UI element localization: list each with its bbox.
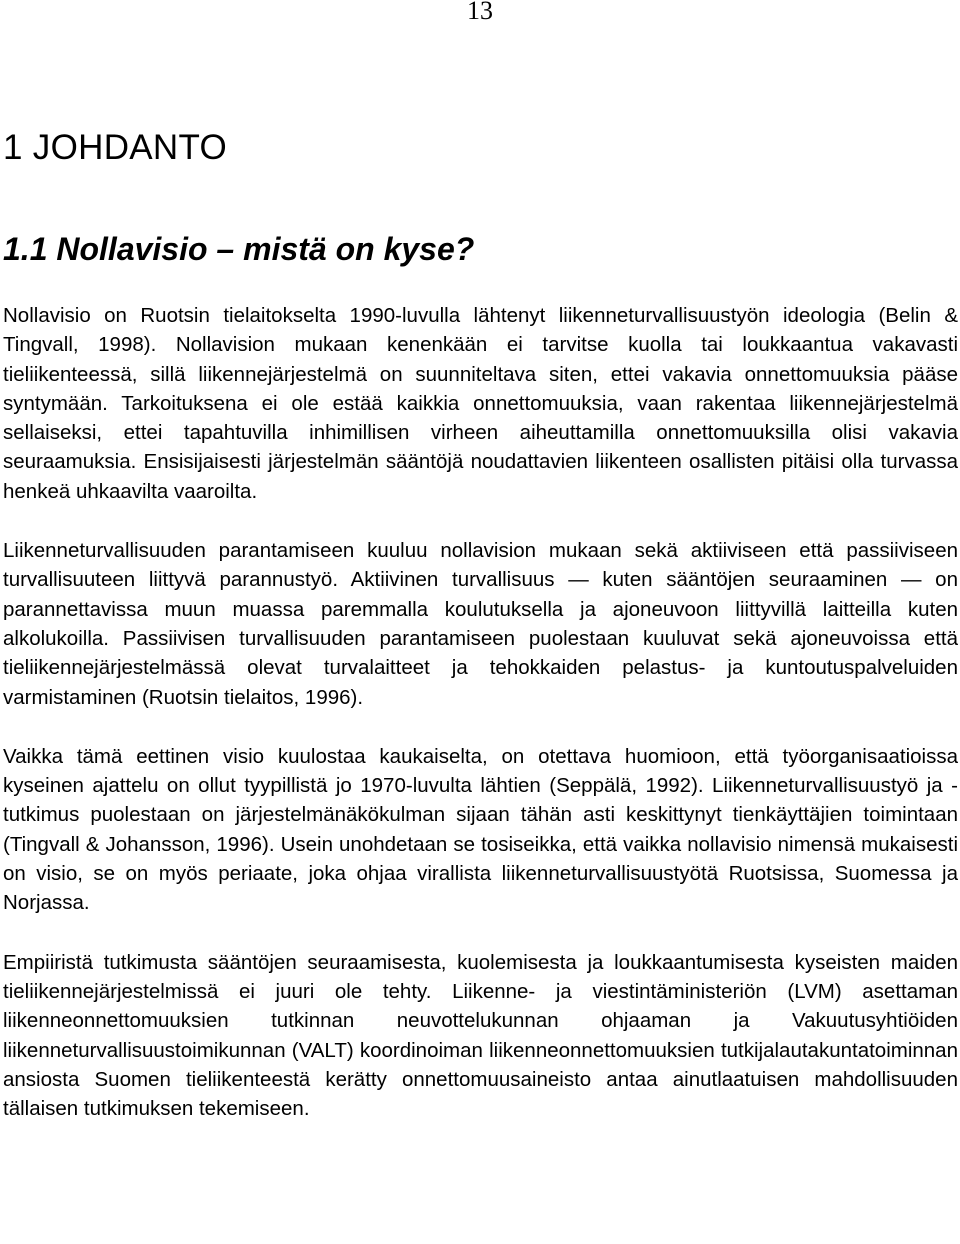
chapter-heading: 1 JOHDANTO	[3, 128, 228, 167]
page-number: 13	[467, 0, 493, 25]
document-body	[3, 126, 958, 1123]
paragraph: Vaikka tämä eettinen visio kuulostaa kaukaiselta, on otettava huomioon, että työorganisaatioissa kyseinen ajattelu on ollut tyypillistä jo 1970-luvulta lähtien (Seppälä, 1992). Liikenneturvallisuustyö ja -tutkimus puolestaan on järjestelmänäkökulman sijaan tähän asti keskittynyt tienkäyttäjien toimintaan (Tingvall & Johansson, 1996). Usein unohdetaan se tosiseikka, että vaikka nollavisio nimensä mukaisesti on visio, se on myös periaate, joka ohjaa virallista liikenneturvallisuustyötä Ruotsissa, Suomessa ja Norjassa.	[3, 744, 958, 915]
paragraph: Empiiristä tutkimusta sääntöjen seuraamisesta, kuolemisesta ja loukkaantumisesta kyseisten maiden tieliikennejärjestelmissä ei juuri ole tehty. Liikenne- ja viestintäministeriön (LVM) asettaman liikenneonnettomuuksien tutkinnan neuvottelukunnan ohjaaman ja Vakuutusyhtiöiden liikenneturvallisuustoimikunnan (VALT) koordinoiman liikenneonnettomuuksien tutkijalautakuntatoiminnan ansiosta Suomen tieliikenteestä kerätty onnettomuusaineisto antaa ainutlaatuisen mahdollisuuden tällaisen tutkimuksen tekemiseen.	[3, 950, 958, 1121]
paragraph: Liikenneturvallisuuden parantamiseen kuuluu nollavision mukaan sekä aktiiviseen että passiiviseen turvallisuuteen liittyvä parannustyö. Aktiivinen turvallisuus — kuten sääntöjen seuraaminen — on parannettavissa muun muassa paremmalla koulutuksella ja ajoneuvoon liittyvillä laitteilla kuten alkolukoilla. Passiivisen turvallisuuden parantamiseen puolestaan kuuluvat sekä ajoneuvoissa että tieliikennejärjestelmässä olevat turvalaitteet ja tehokkaiden pelastus- ja kuntoutuspalveluiden varmistaminen (Ruotsin tielaitos, 1996).	[3, 539, 958, 709]
section-heading: 1.1 Nollavisio – mistä on kyse?	[3, 231, 475, 267]
paragraph: Nollavisio on Ruotsin tielaitokselta 1990-luvulla lähtenyt liikenneturvallisuustyön ideologia (Belin & Tingvall, 1998). Nollavision mukaan kenenkään ei tarvitse kuolla tai loukkaantua vakavasti tieliikenteessä, sillä liikennejärjestelmä on suunniteltava siten, ettei vakavia onnettomuuksia pääse syntymään. Tarkoituksena ei ole estää kaikkia onnettomuuksia, vaan rakentaa liikennejärjestelmä sellaiseksi, ettei tapahtuvilla inhimillisen virheen aiheuttamilla onnettomuuksilla olisi vakavia seuraamuksia. Ensisijaisesti järjestelmän sääntöjä noudattavien liikenteen osallisten pitäisi olla turvassa henkeä uhkaavilta vaaroilta.	[3, 304, 958, 503]
